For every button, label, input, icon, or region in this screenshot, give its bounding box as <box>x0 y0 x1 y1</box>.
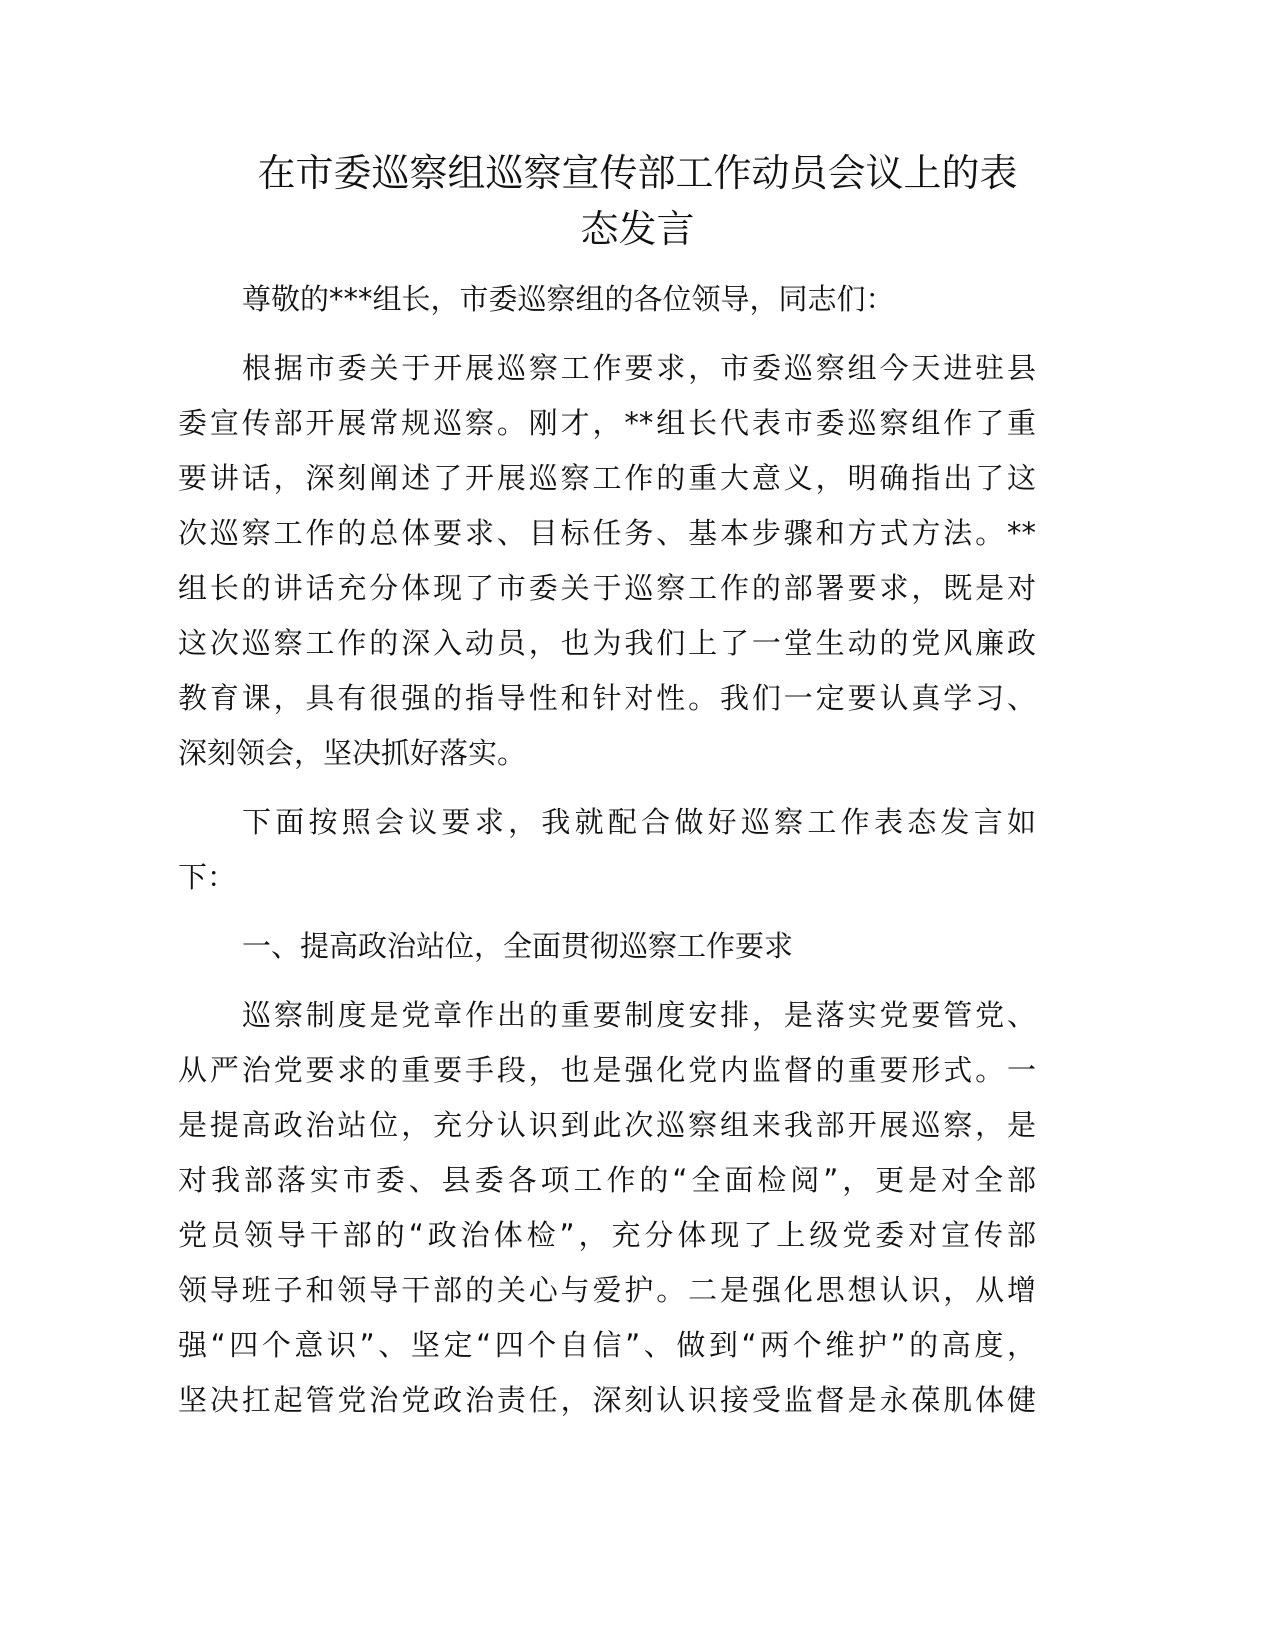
text-line: 巡察制度是党章作出的重要制度安排，是落实党要管党、 <box>242 998 1036 1032</box>
text-line: 组长的讲话充分体现了市委关于巡察工作的部署要求，既是对 <box>178 571 1036 605</box>
text-line: 根据市委关于开展巡察工作要求，市委巡察组今天进驻县 <box>242 351 1036 385</box>
title-line: 态发言 <box>580 207 695 251</box>
text-line: 尊敬的***组长，市委巡察组的各位领导，同志们： <box>242 282 895 316</box>
paragraph <box>178 988 1036 1428</box>
text-line: 对我部落实市委、县委各项工作的“全面检阅”，更是对全部 <box>178 1163 1036 1197</box>
text-line: 下面按照会议要求，我就配合做好巡察工作表态发言如 <box>242 805 1036 839</box>
text-line: 次巡察工作的总体要求、目标任务、基本步骤和方式方法。** <box>178 516 1036 550</box>
paragraph <box>178 272 1036 327</box>
paragraph <box>178 341 1036 781</box>
text-line: 领导班子和领导干部的关心与爱护。二是强化思想认识，从增 <box>178 1273 1036 1307</box>
text-line: 从严治党要求的重要手段，也是强化党内监督的重要形式。一 <box>178 1053 1036 1087</box>
text-line: 下： <box>178 860 237 894</box>
document-title <box>150 145 1125 257</box>
text-line: 党员领导干部的“政治体检”，充分体现了上级党委对宣传部 <box>178 1218 1036 1252</box>
text-line: 这次巡察工作的深入动员，也为我们上了一堂生动的党风廉政 <box>178 626 1036 660</box>
paragraph <box>178 919 1036 974</box>
text-line: 教育课，具有很强的指导性和针对性。我们一定要认真学习、 <box>178 681 1036 715</box>
title-line: 在市委巡察组巡察宣传部工作动员会议上的表 <box>257 151 1018 195</box>
text-line: 是提高政治站位，充分认识到此次巡察组来我部开展巡察，是 <box>178 1108 1036 1142</box>
text-line: 坚决扛起管党治党政治责任，深刻认识接受监督是永葆肌体健 <box>178 1383 1036 1417</box>
text-line: 委宣传部开展常规巡察。刚才，**组长代表市委巡察组作了重 <box>178 406 1036 440</box>
document-body <box>178 272 1036 1442</box>
text-line: 一、提高政治站位，全面贯彻巡察工作要求 <box>242 929 794 963</box>
text-line: 深刻领会，坚决抓好落实。 <box>178 736 527 770</box>
text-line: 强“四个意识”、坚定“四个自信”、做到“两个维护”的高度， <box>178 1328 1036 1362</box>
paragraph <box>178 795 1036 905</box>
text-line: 要讲话，深刻阐述了开展巡察工作的重大意义，明确指出了这 <box>178 461 1036 495</box>
